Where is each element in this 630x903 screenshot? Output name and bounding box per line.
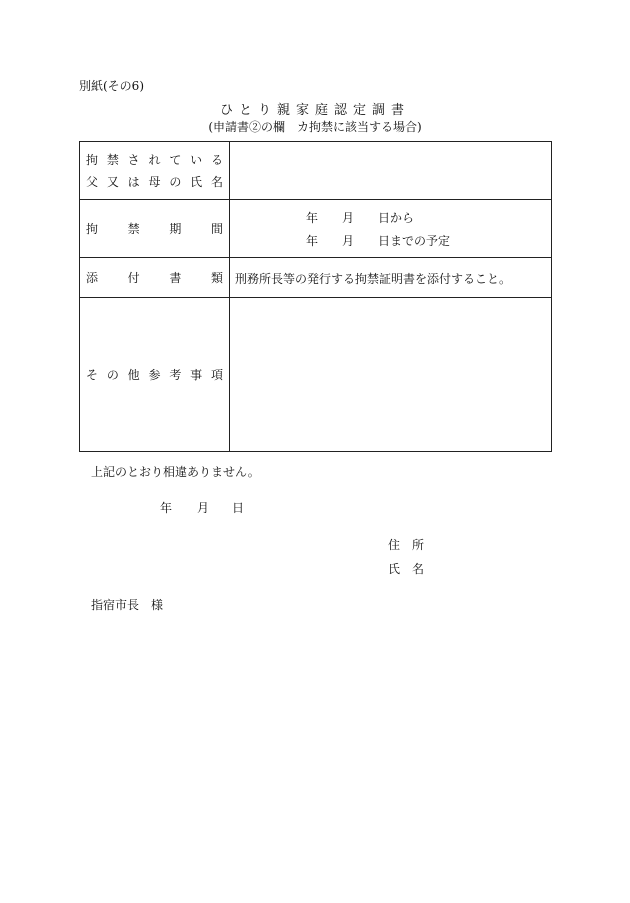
declaration-text: 上記のとおり相違ありません。 xyxy=(91,465,260,479)
label-char: 又 xyxy=(106,174,119,189)
addressee: 指宿市長 様 xyxy=(91,598,164,612)
label-char: る xyxy=(210,152,223,167)
label-char: 考 xyxy=(169,367,182,382)
label-char: の xyxy=(169,174,182,189)
label-line xyxy=(80,218,229,240)
label-char: 母 xyxy=(148,174,161,189)
label-char: 間 xyxy=(210,221,223,236)
label-char: 拘 xyxy=(86,221,99,236)
label-char: 付 xyxy=(127,270,140,285)
label-char: 氏 xyxy=(190,174,203,189)
detention-period-field[interactable] xyxy=(230,200,551,257)
table-row xyxy=(80,258,551,298)
date-day: 日 xyxy=(232,501,245,515)
label-char: い xyxy=(190,152,203,167)
label-char: 類 xyxy=(210,270,223,285)
row-label xyxy=(80,200,230,257)
other-notes-field[interactable] xyxy=(230,298,551,451)
table-row xyxy=(80,200,551,258)
certification-table xyxy=(79,141,552,452)
label-line xyxy=(80,149,229,171)
label-char: の xyxy=(106,367,119,382)
row-label xyxy=(80,298,230,451)
detainee-name-field[interactable] xyxy=(230,142,551,199)
date-year: 年 xyxy=(160,501,173,515)
label-char: さ xyxy=(127,152,140,167)
document-title: ひとり親家庭認定調書 xyxy=(219,103,410,118)
attachment-instruction: 刑務所長等の発行する拘禁証明書を添付すること。 xyxy=(235,272,512,286)
label-char: 事 xyxy=(190,367,203,382)
label-char: て xyxy=(169,152,182,167)
label-char: 拘 xyxy=(86,152,99,167)
label-char: 他 xyxy=(127,367,140,382)
document-subtitle: (申請書②の欄 カ拘禁に該当する場合) xyxy=(208,120,422,134)
label-char: 参 xyxy=(148,367,161,382)
label-char: そ xyxy=(86,367,99,382)
label-char: 項 xyxy=(210,367,223,382)
label-char: 禁 xyxy=(127,221,140,236)
period-end: 年 月 日までの予定 xyxy=(306,234,451,248)
table-row xyxy=(80,298,551,451)
row-label xyxy=(80,258,230,297)
label-char: 書 xyxy=(169,270,182,285)
label-char: 名 xyxy=(210,174,223,189)
period-start: 年 月 日から xyxy=(306,211,415,225)
attachment-label: 別紙(その6) xyxy=(79,79,144,93)
label-char: 添 xyxy=(86,270,99,285)
name-label: 氏 名 xyxy=(388,562,425,576)
label-line xyxy=(80,267,229,289)
address-label: 住 所 xyxy=(388,538,425,552)
label-line xyxy=(80,364,229,386)
label-char: 期 xyxy=(169,221,182,236)
label-char: れ xyxy=(148,152,161,167)
label-char: 禁 xyxy=(106,152,119,167)
label-line xyxy=(80,171,229,193)
row-label xyxy=(80,142,230,199)
attached-documents-field xyxy=(230,258,551,297)
label-char: は xyxy=(127,174,140,189)
label-char: 父 xyxy=(86,174,99,189)
table-row xyxy=(80,142,551,200)
date-month: 月 xyxy=(197,501,210,515)
